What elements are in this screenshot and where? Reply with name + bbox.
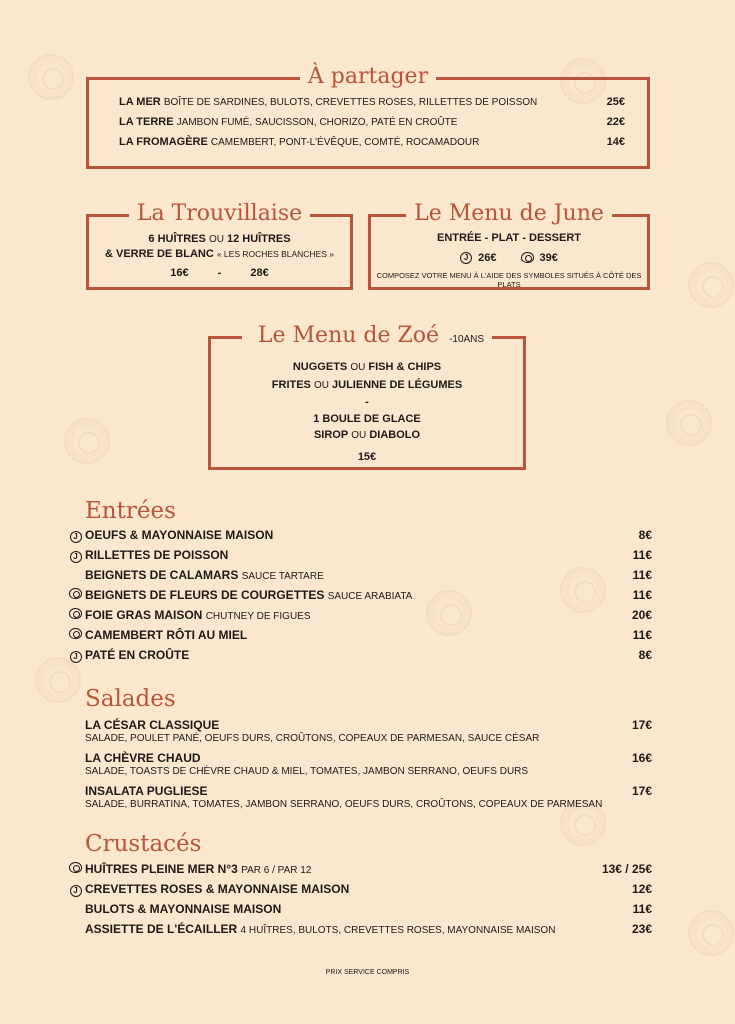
partager-item-price: 25€ [606, 96, 625, 108]
partager-item-name: LA TERRE [119, 116, 174, 128]
trouvillaise-line2: & VERRE DE BLANC « LES ROCHES BLANCHES » [104, 248, 334, 260]
june-box [368, 201, 650, 290]
list-item: J OEUFS & MAYONNAISE MAISON 8€ [66, 528, 652, 548]
rose-watermark-icon [666, 400, 712, 446]
zoe-line1: NUGGETS OU FISH & CHIPS [292, 361, 442, 373]
list-item: BULOTS & MAYONNAISE MAISON 11€ [85, 902, 652, 916]
june-note: COMPOSEZ VOTRE MENU À L'AIDE DES SYMBOLES SITUÉS À CÔTÉ DES PLATS [376, 271, 642, 289]
partager-item-desc: JAMBON FUMÉ, SAUCISSON, CHORIZO, PATÉ EN CROÛTE [176, 117, 458, 128]
partager-item-desc: CAMEMBERT, PONT-L'ÉVÊQUE, COMTÉ, ROCAMADOUR [210, 137, 480, 148]
rose-watermark-icon [688, 262, 734, 308]
j-symbol-icon: J [70, 651, 82, 663]
salades-title: Salades [85, 686, 176, 712]
zoe-line4: SIROP OU DIABOLO [313, 429, 421, 441]
crustaces-list [66, 862, 652, 942]
list-item: LA CÉSAR CLASSIQUE 17€ SALADE, POULET PANÉ, OEUFS DURS, CROÛTONS, COPEAUX DE PARMESAN, SAUCE CÉSAR [85, 718, 652, 744]
partager-item [119, 116, 625, 136]
partager-item-name: LA MER [119, 96, 161, 108]
list-item: BEIGNETS DE CALAMARS SAUCE TARTARE 11€ [85, 568, 652, 582]
j-symbol-icon: J [70, 885, 82, 897]
partager-item-desc: BOÎTE DE SARDINES, BULOTS, CREVETTES ROSES, RILLETTES DE POISSON [163, 97, 538, 108]
list-item: J CREVETTES ROSES & MAYONNAISE MAISON 12€ [66, 882, 652, 902]
list-item: BEIGNETS DE FLEURS DE COURGETTES SAUCE ARABIATA 11€ [66, 588, 652, 608]
crustaces-title: Crustacés [85, 831, 202, 857]
partager-item [119, 136, 625, 156]
partager-item-name: LA FROMAGÈRE [119, 136, 208, 148]
partager-box [86, 64, 650, 169]
rose-symbol-icon [69, 588, 82, 599]
j-symbol-icon: J [70, 531, 82, 543]
zoe-box [208, 323, 526, 470]
list-item: J PATÉ EN CROÛTE 8€ [66, 648, 652, 668]
zoe-dash: - [365, 396, 369, 408]
j-symbol-icon: J [460, 252, 472, 264]
footer-note: PRIX SERVICE COMPRIS [325, 969, 410, 976]
june-title: Le Menu de June [371, 201, 647, 227]
entrees-list [66, 528, 652, 668]
trouvillaise-line1: 6 HUÎTRES OU 12 HUÎTRES [148, 233, 291, 245]
zoe-price: 15€ [357, 450, 377, 463]
june-prices: J 26€ 39€ [371, 249, 647, 266]
rose-watermark-icon [28, 54, 74, 100]
entrees-title: Entrées [85, 498, 176, 524]
partager-item [119, 96, 625, 116]
trouvillaise-box [86, 201, 353, 290]
partager-item-price: 14€ [606, 136, 625, 148]
zoe-title: Le Menu de Zoé -10ANS [211, 323, 523, 349]
rose-symbol-icon [69, 628, 82, 639]
list-item: J RILLETTES DE POISSON 11€ [66, 548, 652, 568]
june-line1: ENTRÉE - PLAT - DESSERT [436, 232, 582, 244]
list-item: LA CHÈVRE CHAUD 16€ SALADE, TOASTS DE CHÈVRE CHAUD & MIEL, TOMATES, JAMBON SERRANO, OEUFS DURS [85, 751, 652, 777]
trouvillaise-prices: 16€ - 28€ [170, 267, 269, 279]
rose-watermark-icon [688, 910, 734, 956]
zoe-line2: FRITES OU JULIENNE DE LÉGUMES [271, 378, 463, 391]
list-item: FOIE GRAS MAISON CHUTNEY DE FIGUES 20€ [66, 608, 652, 628]
list-item: ASSIETTE DE L'ÉCAILLER 4 HUÎTRES, BULOTS, CREVETTES ROSES, MAYONNAISE MAISON 23€ [85, 922, 652, 936]
rose-symbol-icon [69, 862, 82, 873]
rose-symbol-icon [521, 252, 534, 263]
list-item: INSALATA PUGLIESE 17€ SALADE, BURRATINA, TOMATES, JAMBON SERRANO, OEUFS DURS, CROÛTONS, COPEAUX DE PARMESAN [85, 784, 652, 810]
rose-symbol-icon [69, 608, 82, 619]
list-item: CAMEMBERT RÔTI AU MIEL 11€ [66, 628, 652, 648]
partager-list [119, 96, 625, 156]
rose-watermark-icon [64, 418, 110, 464]
partager-item-price: 22€ [606, 116, 625, 128]
zoe-line3: 1 BOULE DE GLACE [313, 412, 421, 425]
trouvillaise-title: La Trouvillaise [89, 201, 350, 227]
list-item: HUÎTRES PLEINE MER N°3 PAR 6 / PAR 12 13€ / 25€ [66, 862, 652, 882]
j-symbol-icon: J [70, 551, 82, 563]
partager-title: À partager [89, 64, 647, 90]
